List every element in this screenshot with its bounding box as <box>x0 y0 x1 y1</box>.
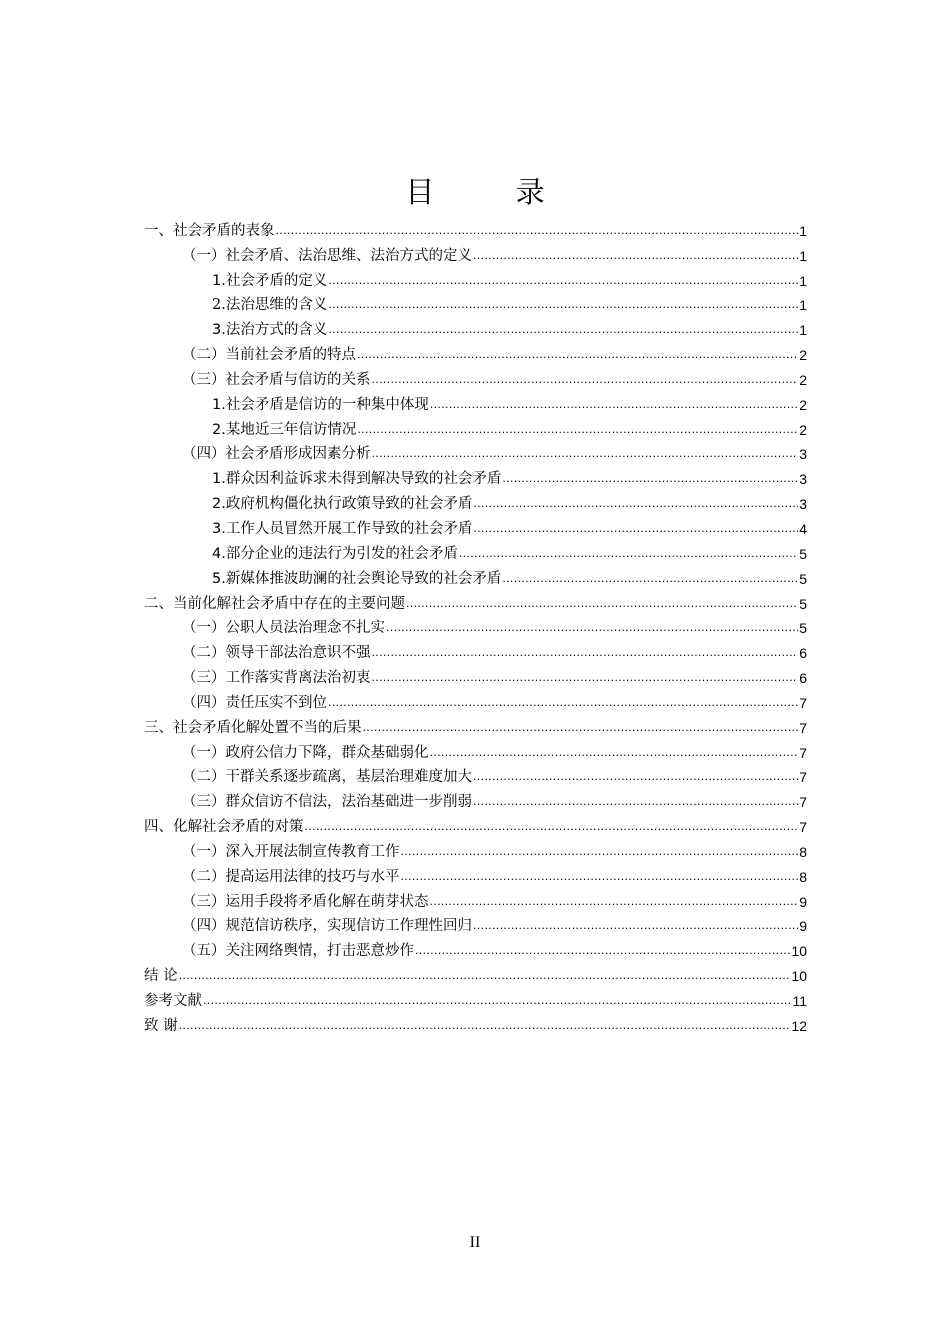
toc-entry-label: 2.法治思维的含义 <box>212 297 328 314</box>
toc-leader-dots <box>430 397 798 415</box>
toc-entry-page: 7 <box>799 744 807 761</box>
toc-entry-page: 2 <box>799 421 807 438</box>
toc-entry-label: 二、当前化解社会矛盾中存在的主要问题 <box>144 595 405 612</box>
toc-entry-page: 5 <box>799 620 807 637</box>
toc-entry-page: 6 <box>799 670 807 687</box>
toc-entry[interactable] <box>144 787 807 812</box>
toc-leader-dots <box>203 993 791 1011</box>
toc-leader-dots <box>430 894 799 912</box>
toc-entry[interactable] <box>144 464 807 489</box>
toc-entry-label: （三）社会矛盾与信访的关系 <box>182 371 371 388</box>
toc-entry-page: 3 <box>799 471 807 488</box>
toc-entry-label: （四）规范信访秩序，实现信访工作理性回归 <box>182 918 472 935</box>
toc-leader-dots <box>502 571 798 589</box>
toc-entry[interactable] <box>144 415 807 440</box>
toc-entry-page: 7 <box>799 719 807 736</box>
toc-entry-page: 1 <box>799 322 807 339</box>
toc-entry[interactable] <box>144 291 807 316</box>
toc-entry-label: 3.工作人员冒然开展工作导致的社会矛盾 <box>212 520 473 537</box>
toc-leader-dots <box>328 297 798 315</box>
toc-entry[interactable] <box>144 936 807 961</box>
toc-entry[interactable] <box>144 961 807 986</box>
toc-entry[interactable] <box>144 489 807 514</box>
toc-leader-dots <box>179 1018 791 1036</box>
toc-leader-dots <box>406 596 798 614</box>
toc-entry-label: （一）公职人员法治理念不扎实 <box>182 620 385 637</box>
toc-entry-label: （三）运用手段将矛盾化解在萌芽状态 <box>182 893 429 910</box>
toc-title: 目 录 <box>405 175 581 209</box>
toc-leader-dots <box>415 943 790 961</box>
toc-entry-page: 11 <box>792 993 807 1009</box>
toc-entry[interactable] <box>144 514 807 539</box>
toc-entry-page: 8 <box>799 868 807 885</box>
toc-entry-page: 1 <box>799 297 807 314</box>
toc-entry-label: 四、化解社会矛盾的对策 <box>144 819 304 836</box>
toc-entry[interactable] <box>144 390 807 415</box>
toc-entry-label: 一、社会矛盾的表象 <box>144 222 275 239</box>
toc-leader-dots <box>473 918 798 936</box>
toc-entry[interactable] <box>144 564 807 589</box>
toc-entry-page: 7 <box>799 769 807 786</box>
toc-entry-page: 2 <box>799 396 807 413</box>
toc-entry-page: 7 <box>799 794 807 811</box>
toc-leader-dots <box>305 819 799 837</box>
toc-entry-page: 1 <box>799 247 807 264</box>
toc-entry-page: 3 <box>799 496 807 513</box>
toc-leader-dots <box>372 446 799 464</box>
toc-entry-page: 5 <box>799 545 807 562</box>
toc-leader-dots <box>328 273 798 291</box>
toc-entry-label: （二）领导干部法治意识不强 <box>182 645 371 662</box>
toc-entry[interactable] <box>144 315 807 340</box>
toc-entry-label: 1.群众因利益诉求未得到解决导致的社会矛盾 <box>212 471 502 488</box>
toc-entry-page: 1 <box>799 222 807 239</box>
toc-entry[interactable] <box>144 440 807 465</box>
toc-leader-dots <box>401 844 799 862</box>
toc-entry-page: 9 <box>799 893 807 910</box>
toc-entry-label: （四）责任压实不到位 <box>182 694 327 711</box>
toc-entry[interactable] <box>144 266 807 291</box>
toc-entry-page: 7 <box>799 694 807 711</box>
table-of-contents <box>144 216 807 1036</box>
toc-entry-page: 9 <box>799 918 807 935</box>
toc-entry-label: （三）工作落实背离法治初衷 <box>182 670 371 687</box>
toc-leader-dots <box>363 720 799 738</box>
toc-entry-page: 8 <box>799 843 807 860</box>
toc-leader-dots <box>328 322 798 340</box>
toc-leader-dots <box>430 745 799 763</box>
toc-entry[interactable] <box>144 663 807 688</box>
toc-leader-dots <box>372 372 799 390</box>
toc-leader-dots <box>372 670 799 688</box>
toc-leader-dots <box>473 769 798 787</box>
toc-entry-page: 2 <box>799 347 807 364</box>
toc-entry-label: 三、社会矛盾化解处置不当的后果 <box>144 719 362 736</box>
toc-entry-label: （一）社会矛盾、法治思维、法治方式的定义 <box>182 247 472 264</box>
toc-entry-label: （五）关注网络舆情，打击恶意炒作 <box>182 943 414 960</box>
toc-leader-dots <box>473 794 798 812</box>
toc-entry[interactable] <box>144 638 807 663</box>
toc-entry[interactable] <box>144 837 807 862</box>
toc-entry[interactable] <box>144 589 807 614</box>
toc-entry[interactable] <box>144 986 807 1011</box>
toc-leader-dots <box>386 620 798 638</box>
toc-entry-label: 2.政府机构僵化执行政策导致的社会矛盾 <box>212 496 473 513</box>
toc-entry[interactable] <box>144 241 807 266</box>
toc-entry-page: 12 <box>791 1017 807 1034</box>
toc-entry-label: 2.某地近三年信访情况 <box>212 421 357 438</box>
toc-entry[interactable] <box>144 912 807 937</box>
toc-entry-page: 7 <box>799 819 807 836</box>
toc-entry[interactable] <box>144 812 807 837</box>
toc-entry[interactable] <box>144 1011 807 1036</box>
toc-leader-dots <box>372 645 799 663</box>
toc-leader-dots <box>276 223 799 241</box>
toc-entry-page: 5 <box>799 595 807 612</box>
toc-entry-page: 1 <box>799 272 807 289</box>
toc-entry-label: 5.新媒体推波助澜的社会舆论导致的社会矛盾 <box>212 570 502 587</box>
toc-entry[interactable] <box>144 887 807 912</box>
toc-entry-label: 1.社会矛盾是信访的一种集中体现 <box>212 396 429 413</box>
toc-entry-label: （四）社会矛盾形成因素分析 <box>182 446 371 463</box>
toc-entry-label: 致 谢 <box>144 1017 178 1034</box>
toc-entry[interactable] <box>144 539 807 564</box>
toc-entry[interactable] <box>144 688 807 713</box>
toc-leader-dots <box>473 248 798 266</box>
toc-entry-page: 5 <box>799 570 807 587</box>
page-number: II <box>469 1234 481 1251</box>
toc-entry-label: （二）提高运用法律的技巧与水平 <box>182 868 400 885</box>
toc-entry-label: 3.法治方式的含义 <box>212 322 328 339</box>
toc-entry-label: 1.社会矛盾的定义 <box>212 272 328 289</box>
toc-entry-page: 3 <box>799 446 807 463</box>
toc-entry[interactable] <box>144 862 807 887</box>
toc-leader-dots <box>401 869 799 887</box>
toc-entry[interactable] <box>144 340 807 365</box>
toc-entry-page: 10 <box>791 968 807 985</box>
toc-leader-dots <box>357 347 798 365</box>
toc-leader-dots <box>459 546 798 564</box>
toc-entry[interactable] <box>144 713 807 738</box>
toc-entry-page: 10 <box>791 943 807 960</box>
toc-entry[interactable] <box>144 614 807 639</box>
toc-entry-label: （三）群众信访不信法，法治基础进一步削弱 <box>182 794 472 811</box>
toc-entry[interactable] <box>144 216 807 241</box>
toc-entry-label: （一）政府公信力下降，群众基础弱化 <box>182 744 429 761</box>
toc-entry[interactable] <box>144 738 807 763</box>
toc-leader-dots <box>502 471 798 489</box>
toc-entry-page: 2 <box>799 371 807 388</box>
toc-leader-dots <box>179 968 791 986</box>
toc-leader-dots <box>328 695 798 713</box>
toc-entry-page: 6 <box>799 645 807 662</box>
toc-entry-page: 4 <box>799 520 807 537</box>
toc-leader-dots <box>357 422 798 440</box>
toc-entry-label: 参考文献 <box>144 993 202 1009</box>
toc-leader-dots <box>473 496 798 514</box>
toc-entry-label: （一）深入开展法制宣传教育工作 <box>182 843 400 860</box>
toc-entry-label: 结 论 <box>144 968 178 985</box>
toc-leader-dots <box>473 521 798 539</box>
toc-entry-label: 4.部分企业的违法行为引发的社会矛盾 <box>212 545 458 562</box>
toc-entry[interactable] <box>144 763 807 788</box>
toc-entry-label: （二）当前社会矛盾的特点 <box>182 347 356 364</box>
toc-entry-label: （二）干群关系逐步疏离，基层治理难度加大 <box>182 769 472 786</box>
toc-entry[interactable] <box>144 365 807 390</box>
